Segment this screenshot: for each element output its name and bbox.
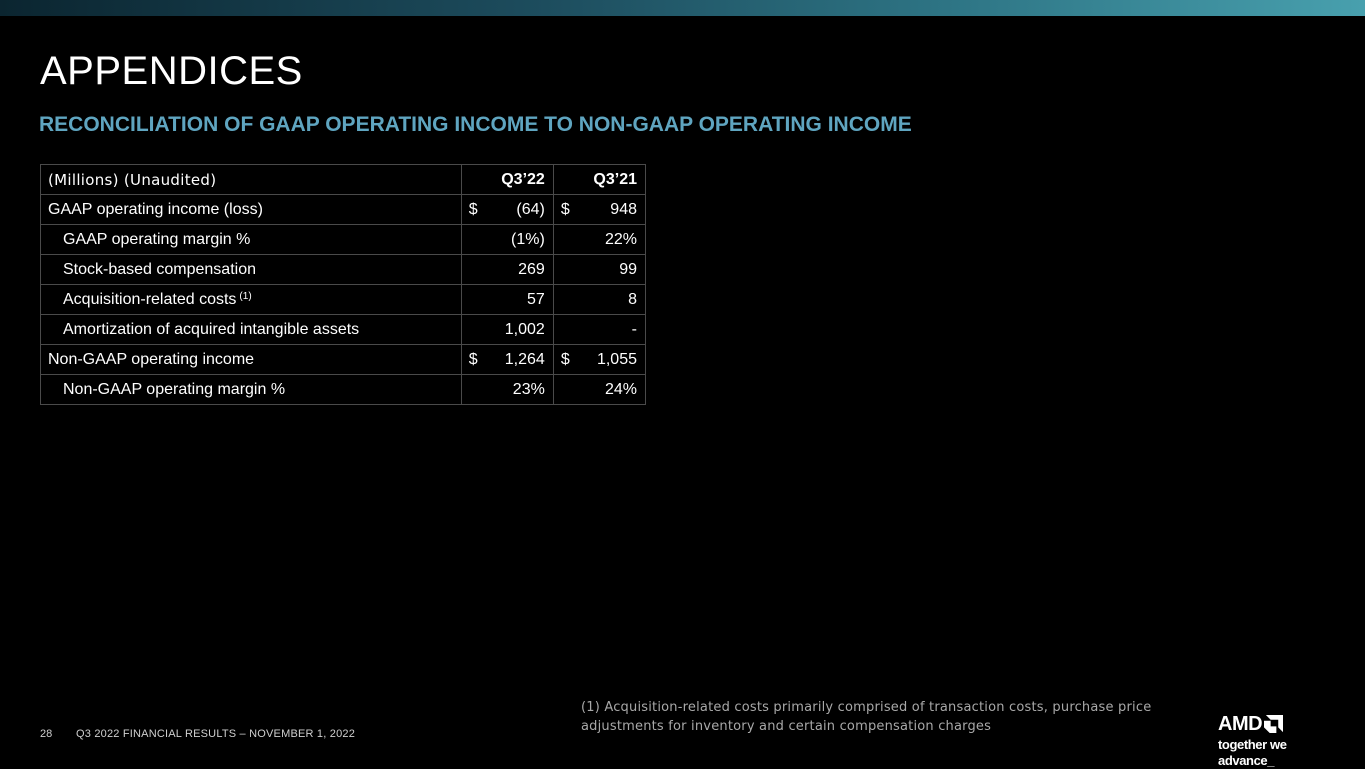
table-row <box>41 255 646 285</box>
currency-symbol: $ <box>560 350 570 368</box>
q321-cell <box>553 225 645 255</box>
row-label <box>41 225 462 255</box>
q322-cell <box>461 375 553 405</box>
currency-symbol: $ <box>468 350 478 368</box>
q321-cell <box>553 255 645 285</box>
q322-cell <box>461 255 553 285</box>
row-label <box>41 375 462 405</box>
q322-cell <box>461 315 553 345</box>
row-label-text: Amortization of acquired intangible assets <box>63 320 360 338</box>
table-row <box>41 375 646 405</box>
q321-value: 8 <box>628 290 637 308</box>
slide-title: APPENDICES <box>40 49 303 93</box>
q322-cell <box>461 225 553 255</box>
logo-wordmark-row <box>1218 712 1328 736</box>
q321-cell <box>553 315 645 345</box>
reconciliation-table <box>40 164 646 405</box>
q321-cell <box>553 375 645 405</box>
row-label <box>41 345 462 375</box>
footnote-reference: (1) <box>239 290 252 302</box>
row-label <box>41 195 462 225</box>
row-label <box>41 315 462 345</box>
row-label <box>41 285 462 315</box>
q321-value: 1,055 <box>596 350 637 368</box>
row-label-text: Non-GAAP operating margin % <box>63 380 286 398</box>
q321-value: 22% <box>604 230 637 248</box>
table-row <box>41 195 646 225</box>
q322-value: (64) <box>516 200 545 218</box>
amd-logo <box>1218 712 1328 768</box>
q321-value: 99 <box>619 260 637 278</box>
table-row <box>41 285 646 315</box>
slide-subtitle: RECONCILIATION OF GAAP OPERATING INCOME TO NON-GAAP OPERATING INCOME <box>39 113 912 136</box>
table-row <box>41 315 646 345</box>
row-label-text: GAAP operating income (loss) <box>48 200 263 218</box>
page-number: 28 <box>40 728 53 740</box>
q322-value: 1,002 <box>504 320 545 338</box>
q322-cell <box>461 195 553 225</box>
row-label <box>41 255 462 285</box>
header-units-label: (Millions) (Unaudited) <box>41 165 462 195</box>
q322-cell <box>461 345 553 375</box>
q322-value: 1,264 <box>504 350 545 368</box>
table-row <box>41 345 646 375</box>
amd-arrow-icon <box>1264 715 1283 734</box>
q321-value: 948 <box>610 200 637 218</box>
q321-cell <box>553 345 645 375</box>
q322-value: 57 <box>527 290 545 308</box>
footnote-text: (1) Acquisition-related costs primarily comprised of transaction costs, purchase price adjustments for inventory and certain compensation charges <box>581 700 1152 734</box>
header-q321: Q3’21 <box>553 165 645 195</box>
currency-symbol: $ <box>468 200 478 218</box>
logo-tagline: together we advance_ <box>1218 737 1287 768</box>
currency-symbol: $ <box>560 200 570 218</box>
row-label-text: Stock-based compensation <box>63 260 256 278</box>
footer-text: Q3 2022 FINANCIAL RESULTS – NOVEMBER 1, 2022 <box>76 728 356 740</box>
q322-value: 23% <box>512 380 545 398</box>
table-row <box>41 225 646 255</box>
q321-value: - <box>631 320 637 338</box>
q321-cell <box>553 285 645 315</box>
top-gradient-bar <box>0 0 1365 16</box>
table-header-row <box>41 165 646 195</box>
q322-value: (1%) <box>511 230 545 248</box>
row-label-text: Acquisition-related costs <box>63 290 237 308</box>
q321-value: 24% <box>604 380 637 398</box>
header-q322: Q3’22 <box>461 165 553 195</box>
q322-cell <box>461 285 553 315</box>
q321-cell <box>553 195 645 225</box>
q322-value: 269 <box>518 260 545 278</box>
row-label-text: GAAP operating margin % <box>63 230 251 248</box>
logo-wordmark: AMD <box>1218 713 1263 735</box>
row-label-text: Non-GAAP operating income <box>48 350 255 368</box>
